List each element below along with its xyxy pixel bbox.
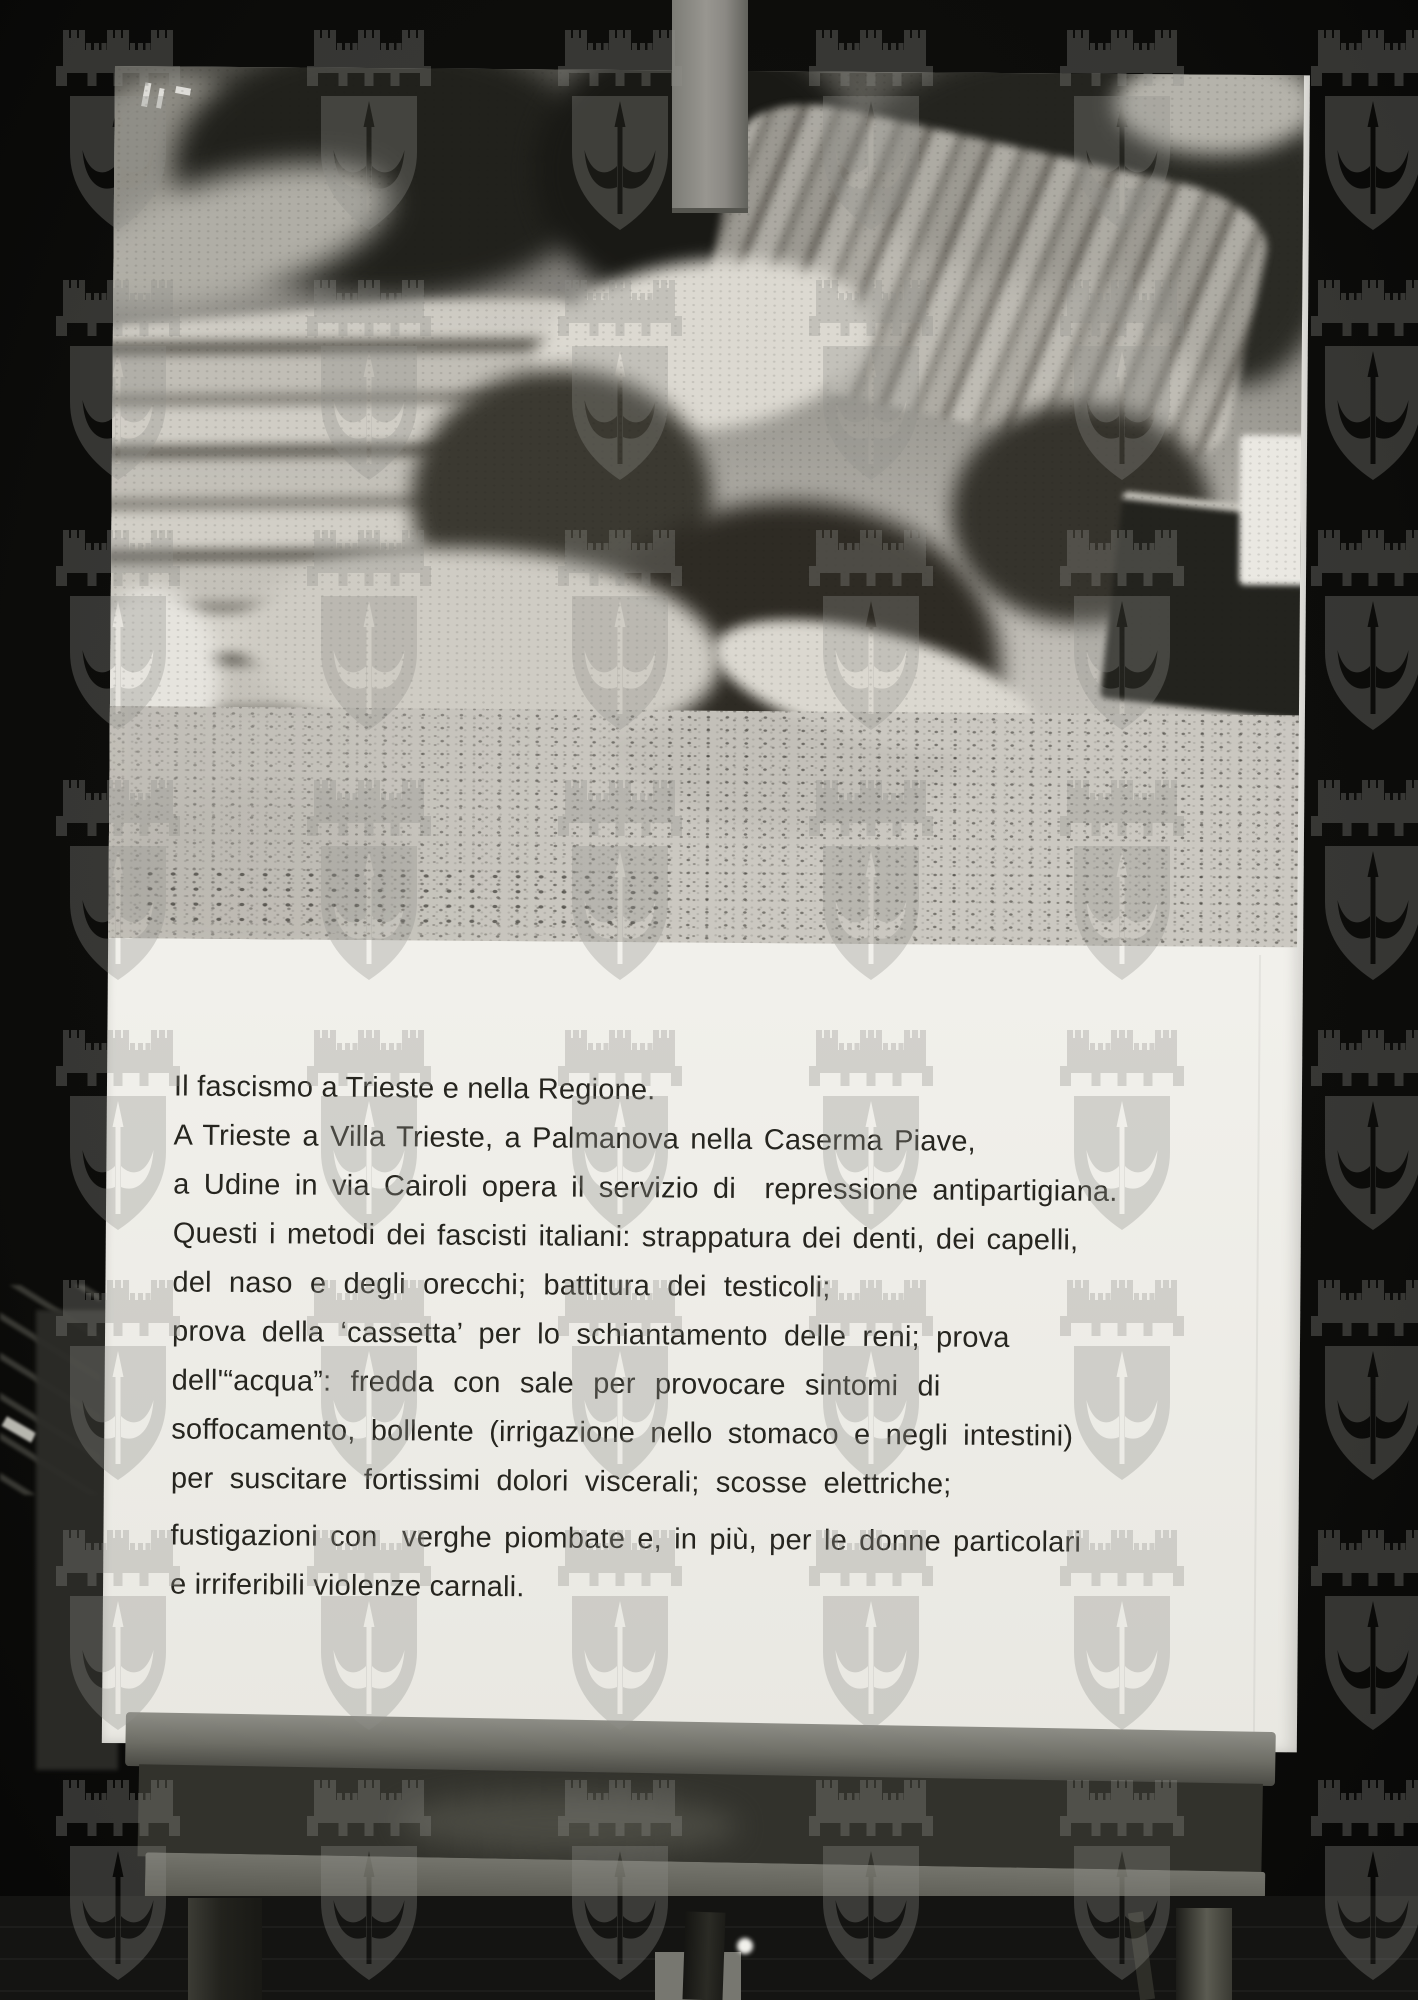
caption-line: dell'“acqua”: fredda con sale per provocare sintomi di: [171, 1364, 941, 1403]
caption-line: Il fascismo a Trieste e nella Regione.: [173, 1070, 656, 1107]
caption-line: a Udine in via Cairoli opera il servizio di repressione antipartigiana.: [173, 1168, 1118, 1208]
caption-line: del naso e degli orecchi; battitura dei testicoli;: [172, 1266, 831, 1304]
caption-line: prova della ‘cassetta’ per lo schiantamento delle reni; prova: [171, 1315, 1010, 1355]
exhibit-panel: [102, 66, 1310, 1752]
photo-white-crate: [1239, 435, 1304, 586]
caption-line: A Trieste a Villa Trieste, a Palmanova nella Caserma Piave,: [173, 1119, 977, 1158]
caption-line: Questi i metodi dei fascisti italiani: strappatura dei denti, dei capelli,: [172, 1217, 1079, 1257]
caption-line: fustigazioni con verghe piombate e, in più, per le donne particolari: [170, 1519, 1082, 1559]
easel-leg-right: [1176, 1908, 1232, 2000]
photo-debris: [138, 866, 659, 936]
caption-block: [103, 938, 1303, 1618]
caption-line: e irriferibili violenze carnali.: [169, 1568, 525, 1604]
easel-top-post: [672, 0, 748, 213]
caption-line: per suscitare fortissimi dolori viscerali; scosse elettriche;: [170, 1462, 952, 1501]
easel-leg-highlight: [737, 1938, 753, 1954]
caption-line: soffocamento, bollente (irrigazione nello stomaco e negli intestini): [171, 1413, 1074, 1453]
easel-leg-center: [682, 1911, 725, 2000]
easel-leg-left: [188, 1898, 262, 2000]
